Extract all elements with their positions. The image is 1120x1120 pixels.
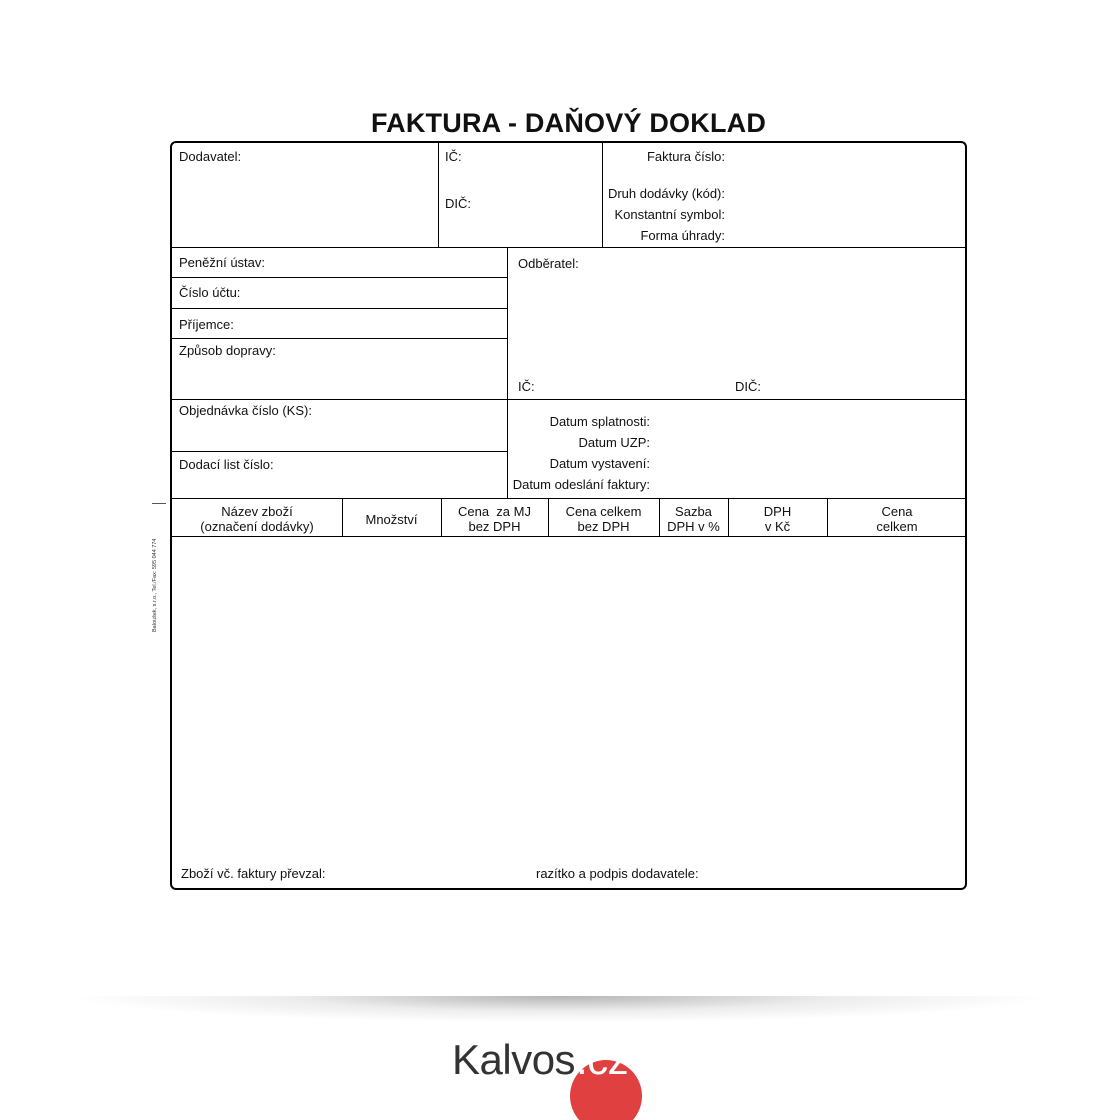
divider: [172, 498, 967, 499]
kalvos-logo[interactable]: [452, 1030, 652, 1120]
divider: [172, 451, 508, 452]
due-date-label: Datum splatnosti:: [549, 414, 650, 429]
transport-method-label: Způsob dopravy:: [179, 343, 276, 358]
divider: [507, 247, 508, 498]
supplier-dic-label: DIČ:: [445, 196, 471, 211]
column-header-quantity: Množství: [365, 511, 418, 527]
supplier-ic-label: IČ:: [445, 149, 462, 164]
divider: [172, 308, 508, 309]
customer-ic-label: IČ:: [518, 379, 535, 394]
bank-label: Peněžní ústav:: [179, 255, 265, 270]
column-header-vat-amount: DPH v Kč: [763, 504, 792, 534]
recipient-label: Příjemce:: [179, 317, 234, 332]
customer-label: Odběratel:: [518, 256, 579, 271]
invoice-number-label: Faktura číslo:: [646, 149, 725, 164]
logo-name: Kalvos: [452, 1036, 576, 1083]
invoice-form: [170, 141, 967, 890]
issue-date-label: Datum vystavení:: [549, 456, 650, 471]
delivery-note-label: Dodací list číslo:: [179, 457, 274, 472]
account-number-label: Číslo účtu:: [179, 285, 241, 300]
sent-date-label: Datum odeslání faktury:: [512, 477, 650, 492]
column-header-vat-rate: Sazba DPH v %: [667, 504, 720, 534]
divider: [438, 143, 439, 247]
divider: [172, 399, 967, 400]
column-header-total: Cena celkem: [876, 504, 918, 534]
logo-tld: .cz: [576, 1036, 629, 1083]
divider: [172, 247, 967, 248]
order-number-label: Objednávka číslo (KS):: [179, 403, 312, 418]
column-header-total-excl-vat: Cena celkem bez DPH: [565, 504, 642, 534]
delivery-type-label: Druh dodávky (kód):: [607, 186, 725, 201]
customer-dic-label: DIČ:: [735, 379, 761, 394]
payment-method-label: Forma úhrady:: [640, 228, 725, 243]
stamp-signature-label: razítko a podpis dodavatele:: [536, 866, 699, 881]
column-header-unit-price: Cena za MJ bez DPH: [458, 504, 531, 534]
document-title: FAKTURA - DAŇOVÝ DOKLAD: [370, 108, 767, 138]
printer-imprint: Baloušek, s.r.o., Tel./Fax: 595 044 774: [152, 538, 158, 632]
divider: [602, 143, 603, 247]
constant-symbol-label: Konstantní symbol:: [614, 207, 725, 222]
page-shadow: [80, 996, 1040, 1022]
supplier-label: Dodavatel:: [179, 149, 242, 164]
column-header-item-name: Název zboží (označení dodávky): [200, 504, 314, 534]
divider: [172, 338, 508, 339]
divider: [172, 277, 508, 278]
goods-received-label: Zboží vč. faktury převzal:: [181, 866, 326, 881]
taxable-date-label: Datum UZP:: [578, 435, 650, 450]
